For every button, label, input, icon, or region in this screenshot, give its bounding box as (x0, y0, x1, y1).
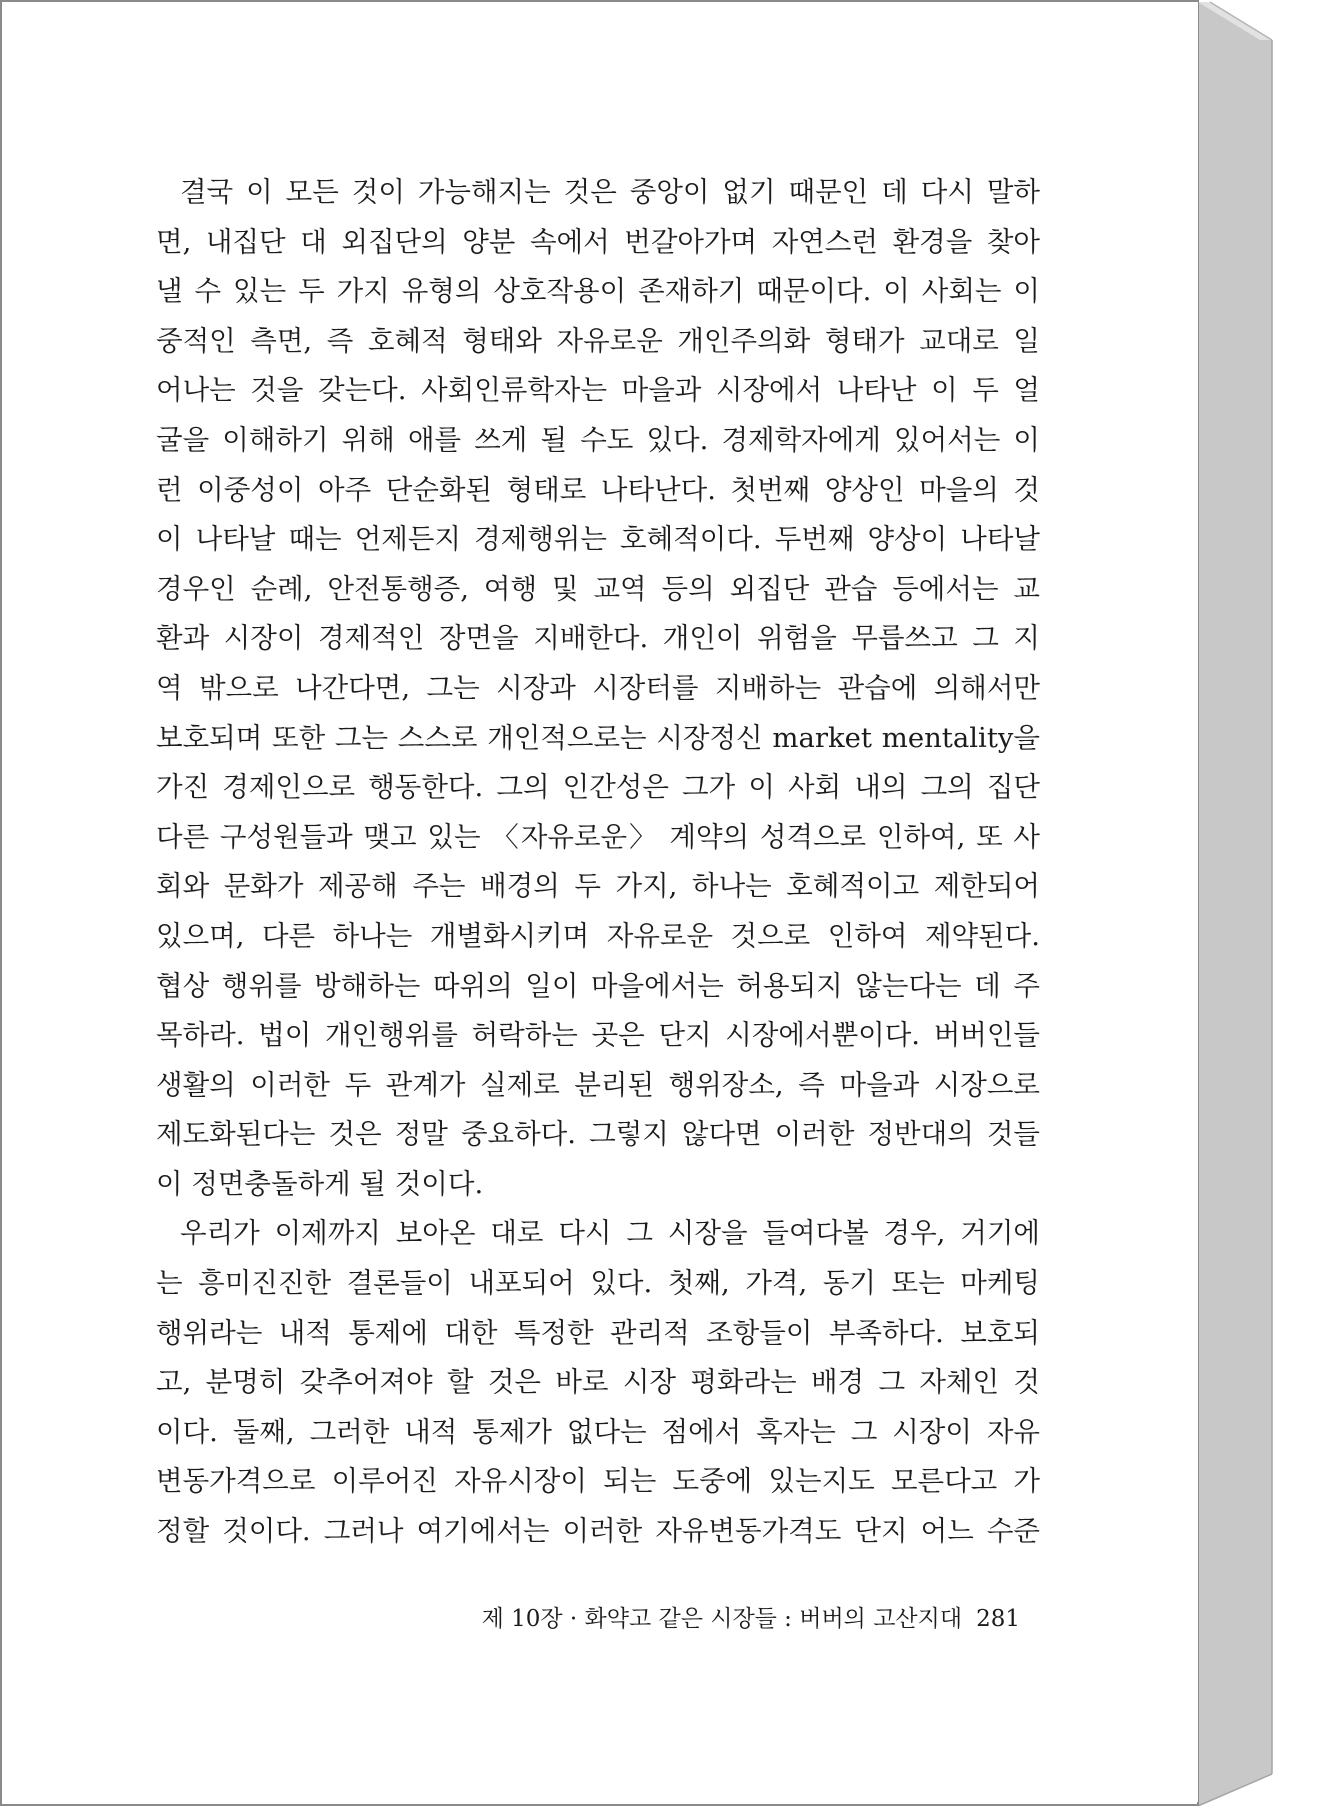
text-line: 는 흥미진진한 결론들이 내포되어 있다. 첫째, 가격, 동기 또는 마케팅 (156, 1267, 1040, 1300)
running-head-title: 제 10장 · 화약고 같은 시장들 : 버버의 고산지대 (481, 1606, 963, 1632)
text-line: 낼 수 있는 두 가지 유형의 상호작용이 존재하기 때문이다. 이 사회는 이 (156, 275, 1040, 308)
book-page (2, 2, 1198, 1802)
text-line: 행위라는 내적 통제에 대한 특정한 관리적 조항들이 부족하다. 보호되 (156, 1316, 1040, 1349)
page-text-body (156, 168, 1040, 1557)
text-line: 런 이중성이 아주 단순화된 형태로 나타난다. 첫번째 양상인 마을의 것 (156, 473, 1040, 506)
text-line: 회와 문화가 제공해 주는 배경의 두 가지, 하나는 호혜적이고 제한되어 (156, 870, 1040, 903)
text-line: 있으며, 다른 하나는 개별화시키며 자유로운 것으로 인하여 제약된다. (156, 919, 1040, 952)
text-line: 면, 내집단 대 외집단의 양분 속에서 번갈아가며 자연스런 환경을 찾아 (156, 225, 1040, 258)
page-number: 281 (976, 1606, 1020, 1632)
text-line: 이 정면충돌하게 될 것이다. (156, 1167, 484, 1200)
text-line: 보호되며 또한 그는 스스로 개인적으로는 시장정신 market mentality을 (156, 721, 1040, 754)
text-line: 고, 분명히 갖추어져야 할 것은 바로 시장 평화라는 배경 그 자체인 것 (156, 1366, 1040, 1399)
text-line: 결국 이 모든 것이 가능해지는 것은 중앙이 없기 때문인 데 다시 말하 (180, 176, 1040, 208)
paragraph-2 (156, 1209, 1040, 1556)
text-line: 다른 구성원들과 맺고 있는 〈자유로운〉 계약의 성격으로 인하여, 또 사 (156, 820, 1040, 853)
text-line: 굴을 이해하기 위해 애를 쓰게 될 수도 있다. 경제학자에게 있어서는 이 (156, 423, 1040, 456)
text-line: 이다. 둘째, 그러한 내적 통제가 없다는 점에서 혹자는 그 시장이 자유 (156, 1415, 1040, 1448)
text-line: 협상 행위를 방해하는 따위의 일이 마을에서는 허용되지 않는다는 데 주 (156, 969, 1040, 1002)
text-line: 경우인 순례, 안전통행증, 여행 및 교역 등의 외집단 관습 등에서는 교 (156, 572, 1040, 605)
running-footer (460, 1600, 1020, 1633)
text-line: 가진 경제인으로 행동한다. 그의 인간성은 그가 이 사회 내의 그의 집단 (156, 771, 1040, 804)
text-line: 어나는 것을 갖는다. 사회인류학자는 마을과 시장에서 나타난 이 두 얼 (156, 374, 1040, 407)
text-line: 변동가격으로 이루어진 자유시장이 되는 도중에 있는지도 모른다고 가 (156, 1465, 1040, 1498)
text-line: 이 나타날 때는 언제든지 경제행위는 호혜적이다. 두번째 양상이 나타날 (156, 523, 1040, 556)
text-line: 정할 것이다. 그러나 여기에서는 이러한 자유변동가격도 단지 어느 수준 (156, 1515, 1040, 1548)
text-line: 역 밖으로 나간다면, 그는 시장과 시장터를 지배하는 관습에 의해서만 (156, 671, 1040, 704)
paragraph-1 (156, 168, 1040, 1209)
text-line: 환과 시장이 경제적인 장면을 지배한다. 개인이 위험을 무릅쓰고 그 지 (156, 622, 1040, 655)
text-line: 중적인 측면, 즉 호혜적 형태와 자유로운 개인주의화 형태가 교대로 일 (156, 324, 1040, 357)
text-line: 제도화된다는 것은 정말 중요하다. 그렇지 않다면 이러한 정반대의 것들 (156, 1118, 1040, 1151)
text-line: 목하라. 법이 개인행위를 허락하는 곳은 단지 시장에서뿐이다. 버버인들 (156, 1019, 1040, 1052)
text-line: 우리가 이제까지 보아온 대로 다시 그 시장을 들여다볼 경우, 거기에 (180, 1217, 1040, 1250)
text-line: 생활의 이러한 두 관계가 실제로 분리된 행위장소, 즉 마을과 시장으로 (156, 1068, 1040, 1101)
